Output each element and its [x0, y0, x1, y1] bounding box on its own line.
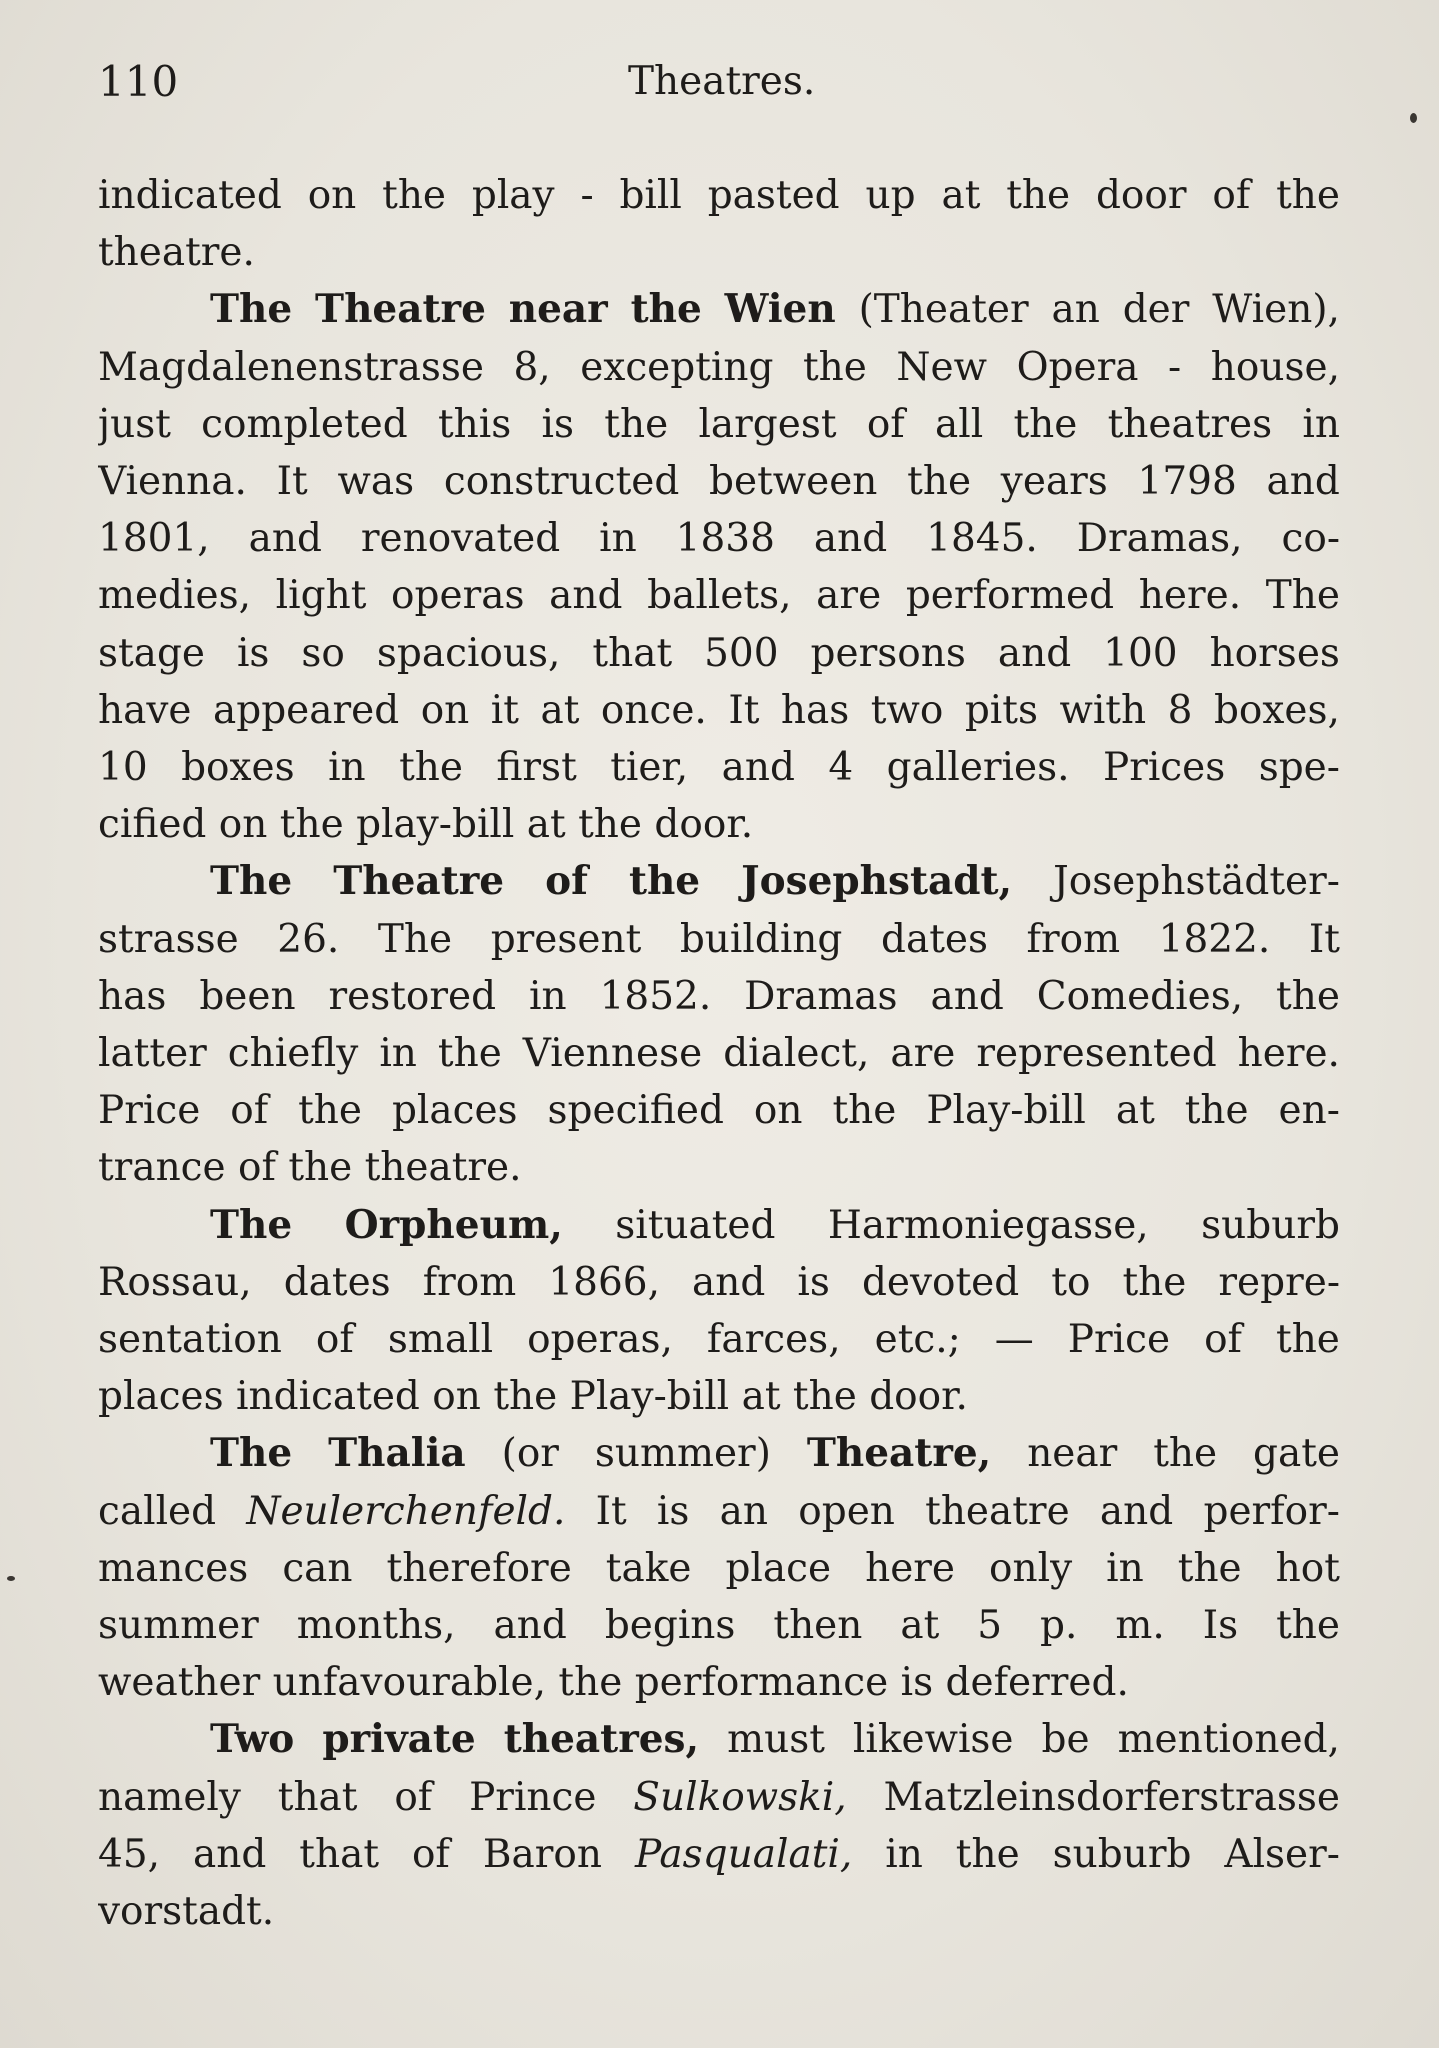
word: The: [377, 917, 453, 962]
word: on: [432, 1374, 481, 1419]
word: The: [210, 286, 293, 332]
word: the: [1177, 1546, 1242, 1591]
text-line: [210, 1425, 1340, 1482]
text-line: [98, 1254, 1340, 1311]
word: indicated: [98, 173, 282, 218]
word: constructed: [443, 459, 680, 504]
word: the: [578, 802, 642, 847]
text-line: [98, 682, 1340, 739]
word: summer: [98, 1603, 259, 1648]
word: It: [1308, 917, 1340, 962]
word: the: [288, 1145, 353, 1190]
word: only: [989, 1546, 1073, 1591]
word: represented: [976, 1031, 1217, 1076]
word: up: [865, 173, 916, 218]
text-line: [98, 1311, 1340, 1368]
word: the: [279, 802, 344, 847]
word: boxes,: [1213, 688, 1340, 733]
word: the: [630, 286, 702, 332]
word: once.: [600, 688, 707, 733]
word: Matzleinsdorferstrasse: [883, 1775, 1340, 1820]
word: building: [679, 917, 843, 962]
word: Rossau,: [98, 1260, 252, 1305]
word: this: [437, 402, 512, 447]
word: and: [493, 1603, 567, 1648]
word: theatre.: [364, 1145, 522, 1190]
word: house,: [1210, 345, 1340, 390]
word: suburb: [1201, 1203, 1340, 1248]
word: has: [98, 974, 167, 1019]
text-line: [98, 339, 1340, 396]
word: open: [798, 1489, 895, 1534]
word: been: [199, 974, 296, 1019]
text-line: [98, 567, 1340, 624]
word: places: [391, 1088, 518, 1133]
word: have: [98, 688, 192, 733]
word: with: [1059, 688, 1147, 733]
word: must: [727, 1717, 825, 1762]
word: and: [1266, 459, 1340, 504]
word: the: [955, 1832, 1020, 1877]
word: performance: [634, 1660, 889, 1705]
word: situated: [615, 1203, 776, 1248]
word: the: [1276, 173, 1340, 218]
word: near: [508, 286, 608, 332]
word: private: [322, 1716, 476, 1762]
word: on: [753, 1088, 803, 1133]
word: that: [592, 631, 673, 676]
word: der: [1122, 287, 1190, 332]
word: dialect,: [723, 1031, 870, 1076]
word: at: [540, 688, 580, 733]
word: weather: [98, 1660, 261, 1705]
word: indicated: [236, 1374, 420, 1419]
word: theatres,: [503, 1716, 700, 1762]
word: is: [656, 1489, 690, 1534]
word: here: [865, 1546, 956, 1591]
word: It: [728, 688, 760, 733]
word: Dramas: [744, 974, 898, 1019]
word: is: [236, 631, 270, 676]
word: the: [803, 345, 867, 390]
word: the: [437, 1031, 502, 1076]
word: The: [210, 858, 293, 904]
word: be: [1041, 1717, 1090, 1762]
word: the: [1153, 1431, 1218, 1476]
text-line: [98, 625, 1340, 682]
word: theatre.: [98, 230, 255, 275]
word: theatre: [925, 1489, 1070, 1534]
word: farces,: [706, 1317, 841, 1362]
text-line: [98, 1082, 1340, 1139]
word: bill: [619, 173, 682, 218]
word: is: [797, 1260, 830, 1305]
word: 100: [1103, 631, 1178, 676]
word: The: [210, 1202, 293, 1248]
word: was: [337, 459, 415, 504]
word: of: [230, 1088, 269, 1133]
word: theatres: [1107, 402, 1273, 447]
word: pits: [964, 688, 1038, 733]
text-line: [98, 396, 1340, 453]
word: 500: [704, 631, 779, 676]
word: of: [315, 1317, 354, 1362]
word: therefore: [386, 1546, 572, 1591]
word: and: [549, 573, 623, 618]
print-speck: [1410, 113, 1417, 123]
word: 8,: [513, 345, 551, 390]
word: 1838: [675, 516, 775, 561]
text-line: [98, 1025, 1340, 1082]
word: play-bill: [356, 802, 515, 847]
text-line: [98, 1139, 1340, 1196]
word: Josephstädter-: [1053, 859, 1340, 904]
word: of: [545, 858, 588, 904]
word: from: [1026, 917, 1121, 962]
word: Wien: [724, 286, 836, 332]
word: all: [935, 402, 984, 447]
word: the: [1013, 402, 1078, 447]
word: that: [277, 1775, 358, 1820]
word: then: [773, 1603, 863, 1648]
text-line: [210, 853, 1340, 910]
word: Josephstadt,: [741, 858, 1013, 904]
word: years: [1000, 459, 1108, 504]
word: the: [604, 402, 669, 447]
word: Theatre: [315, 286, 486, 332]
word: The: [1265, 573, 1340, 618]
word: gate: [1253, 1431, 1340, 1476]
word: from: [422, 1260, 517, 1305]
word: in: [379, 1031, 417, 1076]
word: 26.: [277, 917, 340, 962]
word: is: [900, 1660, 934, 1705]
word: 4: [828, 745, 854, 790]
word: operas,: [527, 1317, 673, 1362]
word: of: [394, 1775, 433, 1820]
text-line: [98, 1540, 1340, 1597]
word: in: [599, 516, 637, 561]
text-line: [98, 739, 1340, 796]
word: Play-bill: [926, 1088, 1086, 1133]
word: namely: [98, 1775, 241, 1820]
text-line: [98, 1654, 1340, 1711]
word: here.: [1138, 573, 1242, 618]
word: door: [1095, 173, 1187, 218]
word: an: [719, 1489, 769, 1534]
word: summer): [594, 1431, 771, 1476]
word: suburb: [1052, 1832, 1192, 1877]
word: 8: [1167, 688, 1193, 733]
word: small: [387, 1317, 494, 1362]
word: —: [994, 1317, 1034, 1362]
text-line: [98, 510, 1340, 567]
text-line: [98, 911, 1340, 968]
word: door.: [654, 802, 754, 847]
word: 5: [977, 1603, 1003, 1648]
word: spe-: [1258, 745, 1340, 790]
word: of: [866, 402, 905, 447]
text-line: [98, 224, 1340, 281]
word: door.: [869, 1374, 968, 1419]
word: excepting: [580, 345, 774, 390]
word: of: [1204, 1317, 1242, 1362]
word: Harmoniegasse,: [827, 1203, 1149, 1248]
word: can: [282, 1546, 353, 1591]
word: dates: [880, 917, 988, 962]
word: and: [692, 1260, 766, 1305]
text-line: [210, 1711, 1340, 1768]
word: take: [605, 1546, 692, 1591]
word: Magdalenenstrasse: [98, 345, 484, 390]
word: to: [1051, 1260, 1091, 1305]
word: has: [780, 688, 850, 733]
word: is: [541, 402, 575, 447]
word: vorstadt.: [98, 1889, 275, 1934]
word: Orpheum,: [344, 1202, 563, 1248]
word: en-: [1278, 1088, 1340, 1133]
word: repre-: [1218, 1260, 1340, 1305]
word: play: [471, 173, 555, 218]
word: horses: [1209, 631, 1340, 676]
word: unfavourable,: [272, 1660, 547, 1705]
word: Two: [210, 1716, 295, 1762]
word: present: [490, 917, 642, 962]
word: medies,: [98, 573, 251, 618]
word: Theatre,: [806, 1430, 992, 1476]
word: the: [907, 459, 972, 504]
word: of: [411, 1832, 450, 1877]
word: restored: [328, 974, 497, 1019]
word: dates: [283, 1260, 391, 1305]
word: (Theater: [858, 287, 1029, 332]
word: two: [870, 688, 944, 733]
word: places: [98, 1374, 224, 1419]
word: Vienna.: [98, 459, 247, 504]
word: the: [792, 1374, 857, 1419]
word: Price: [1067, 1317, 1171, 1362]
word: latter: [98, 1031, 207, 1076]
word: hot: [1275, 1546, 1340, 1591]
word: It: [276, 459, 308, 504]
word: Is: [1202, 1603, 1239, 1648]
word: 1852.: [599, 974, 712, 1019]
word: mentioned,: [1117, 1717, 1340, 1762]
word: likewise: [852, 1717, 1014, 1762]
word: here.: [1237, 1031, 1340, 1076]
word: Wien),: [1212, 287, 1340, 332]
word: between: [709, 459, 878, 504]
word: light: [275, 573, 367, 618]
word: at: [900, 1603, 940, 1648]
word: Viennese: [522, 1031, 703, 1076]
word: boxes: [181, 745, 295, 790]
word: the: [1184, 1088, 1249, 1133]
word: cified: [98, 802, 207, 847]
word: persons: [810, 631, 966, 676]
word: in: [529, 974, 567, 1019]
word: and: [997, 631, 1072, 676]
word: the: [298, 1088, 362, 1133]
word: performed: [905, 573, 1115, 618]
text-line: [210, 1197, 1340, 1254]
word: and: [1099, 1489, 1174, 1534]
word: Price: [98, 1088, 201, 1133]
word: Neulerchenfeld.: [246, 1489, 566, 1534]
word: Sulkowski,: [633, 1775, 847, 1820]
word: appeared: [212, 688, 400, 733]
word: -: [580, 173, 594, 218]
word: Prices: [1102, 745, 1226, 790]
word: and: [192, 1832, 267, 1877]
word: trance: [98, 1145, 226, 1190]
word: Alser-: [1224, 1832, 1340, 1877]
word: 1866,: [548, 1260, 660, 1305]
word: of: [1212, 173, 1251, 218]
word: on: [218, 802, 268, 847]
text-line: [98, 1769, 1340, 1826]
text-line: [98, 1483, 1340, 1540]
word: on: [420, 688, 470, 733]
word: the: [1122, 1260, 1187, 1305]
word: the: [832, 1088, 897, 1133]
running-head: Theatres.: [628, 59, 816, 104]
word: months,: [296, 1603, 456, 1648]
word: completed: [201, 402, 408, 447]
text-line: [98, 1883, 1340, 1940]
word: co-: [1281, 516, 1340, 561]
word: tier,: [610, 745, 689, 790]
page-number: 110: [98, 57, 179, 106]
word: perfor-: [1203, 1489, 1340, 1534]
word: are: [816, 573, 882, 618]
word: and: [930, 974, 1004, 1019]
word: begins: [604, 1603, 736, 1648]
text-line: [98, 1597, 1340, 1654]
word: and: [813, 516, 888, 561]
word: New: [896, 345, 988, 390]
word: at: [941, 173, 981, 218]
word: are: [890, 1031, 956, 1076]
word: operas: [391, 573, 525, 618]
word: Baron: [482, 1832, 602, 1877]
word: pasted: [707, 173, 840, 218]
word: in: [1106, 1546, 1144, 1591]
word: Dramas,: [1076, 516, 1243, 561]
word: the: [382, 173, 447, 218]
word: p.: [1040, 1603, 1078, 1648]
word: an: [1051, 287, 1100, 332]
word: (or: [501, 1431, 559, 1476]
word: the: [1276, 1603, 1340, 1648]
word: largest: [698, 402, 837, 447]
word: in: [1302, 402, 1340, 447]
word: at: [1115, 1088, 1155, 1133]
word: 10: [98, 745, 148, 790]
word: galleries.: [886, 745, 1070, 790]
word: 1801,: [98, 516, 210, 561]
word: so: [301, 631, 345, 676]
word: the: [1276, 974, 1340, 1019]
word: and: [248, 516, 322, 561]
word: in: [328, 745, 366, 790]
word: sentation: [98, 1317, 282, 1362]
word: 1798: [1137, 459, 1237, 504]
text-line: [98, 1368, 1340, 1425]
word: -: [1168, 345, 1182, 390]
word: devoted: [861, 1260, 1020, 1305]
word: Prince: [469, 1775, 597, 1820]
word: the: [493, 1374, 558, 1419]
word: mances: [98, 1546, 249, 1591]
word: and: [721, 745, 795, 790]
word: strasse: [98, 917, 239, 962]
word: that: [299, 1832, 379, 1877]
word: It: [595, 1489, 627, 1534]
word: the: [1276, 1317, 1340, 1362]
word: 1822.: [1158, 917, 1271, 962]
word: ballets,: [647, 573, 792, 618]
word: renovated: [360, 516, 561, 561]
word: on: [307, 173, 357, 218]
word: 1845.: [926, 516, 1038, 561]
page-header: [98, 52, 1340, 112]
word: at: [526, 802, 566, 847]
word: The: [210, 1430, 293, 1476]
text-line: [210, 281, 1340, 338]
word: Play-bill: [569, 1374, 730, 1419]
word: Comedies,: [1036, 974, 1244, 1019]
word: Theatre: [333, 858, 505, 904]
text-line: [98, 968, 1340, 1025]
word: Pasqualati,: [634, 1832, 853, 1877]
word: the: [558, 1660, 623, 1705]
word: spacious,: [376, 631, 561, 676]
print-speck: [7, 1576, 15, 1581]
text-line: [98, 1826, 1340, 1883]
word: the: [628, 858, 701, 904]
text-line: [98, 453, 1340, 510]
word: deferred.: [945, 1660, 1129, 1705]
word: chiefly: [227, 1031, 359, 1076]
word: m.: [1115, 1603, 1165, 1648]
word: just: [98, 402, 171, 447]
word: place: [725, 1546, 832, 1591]
word: first: [496, 745, 577, 790]
word: of: [238, 1145, 276, 1190]
word: called: [98, 1489, 217, 1534]
word: in: [885, 1832, 923, 1877]
word: Opera: [1016, 345, 1139, 390]
word: specified: [547, 1088, 724, 1133]
word: near: [1027, 1431, 1118, 1476]
text-line: [98, 796, 1340, 853]
word: etc.;: [874, 1317, 961, 1362]
word: 45,: [98, 1832, 161, 1877]
word: it: [490, 688, 519, 733]
word: Thalia: [328, 1430, 466, 1476]
word: at: [741, 1374, 781, 1419]
text-line: [98, 167, 1340, 224]
word: the: [399, 745, 463, 790]
word: stage: [98, 631, 205, 676]
word: the: [1006, 173, 1071, 218]
